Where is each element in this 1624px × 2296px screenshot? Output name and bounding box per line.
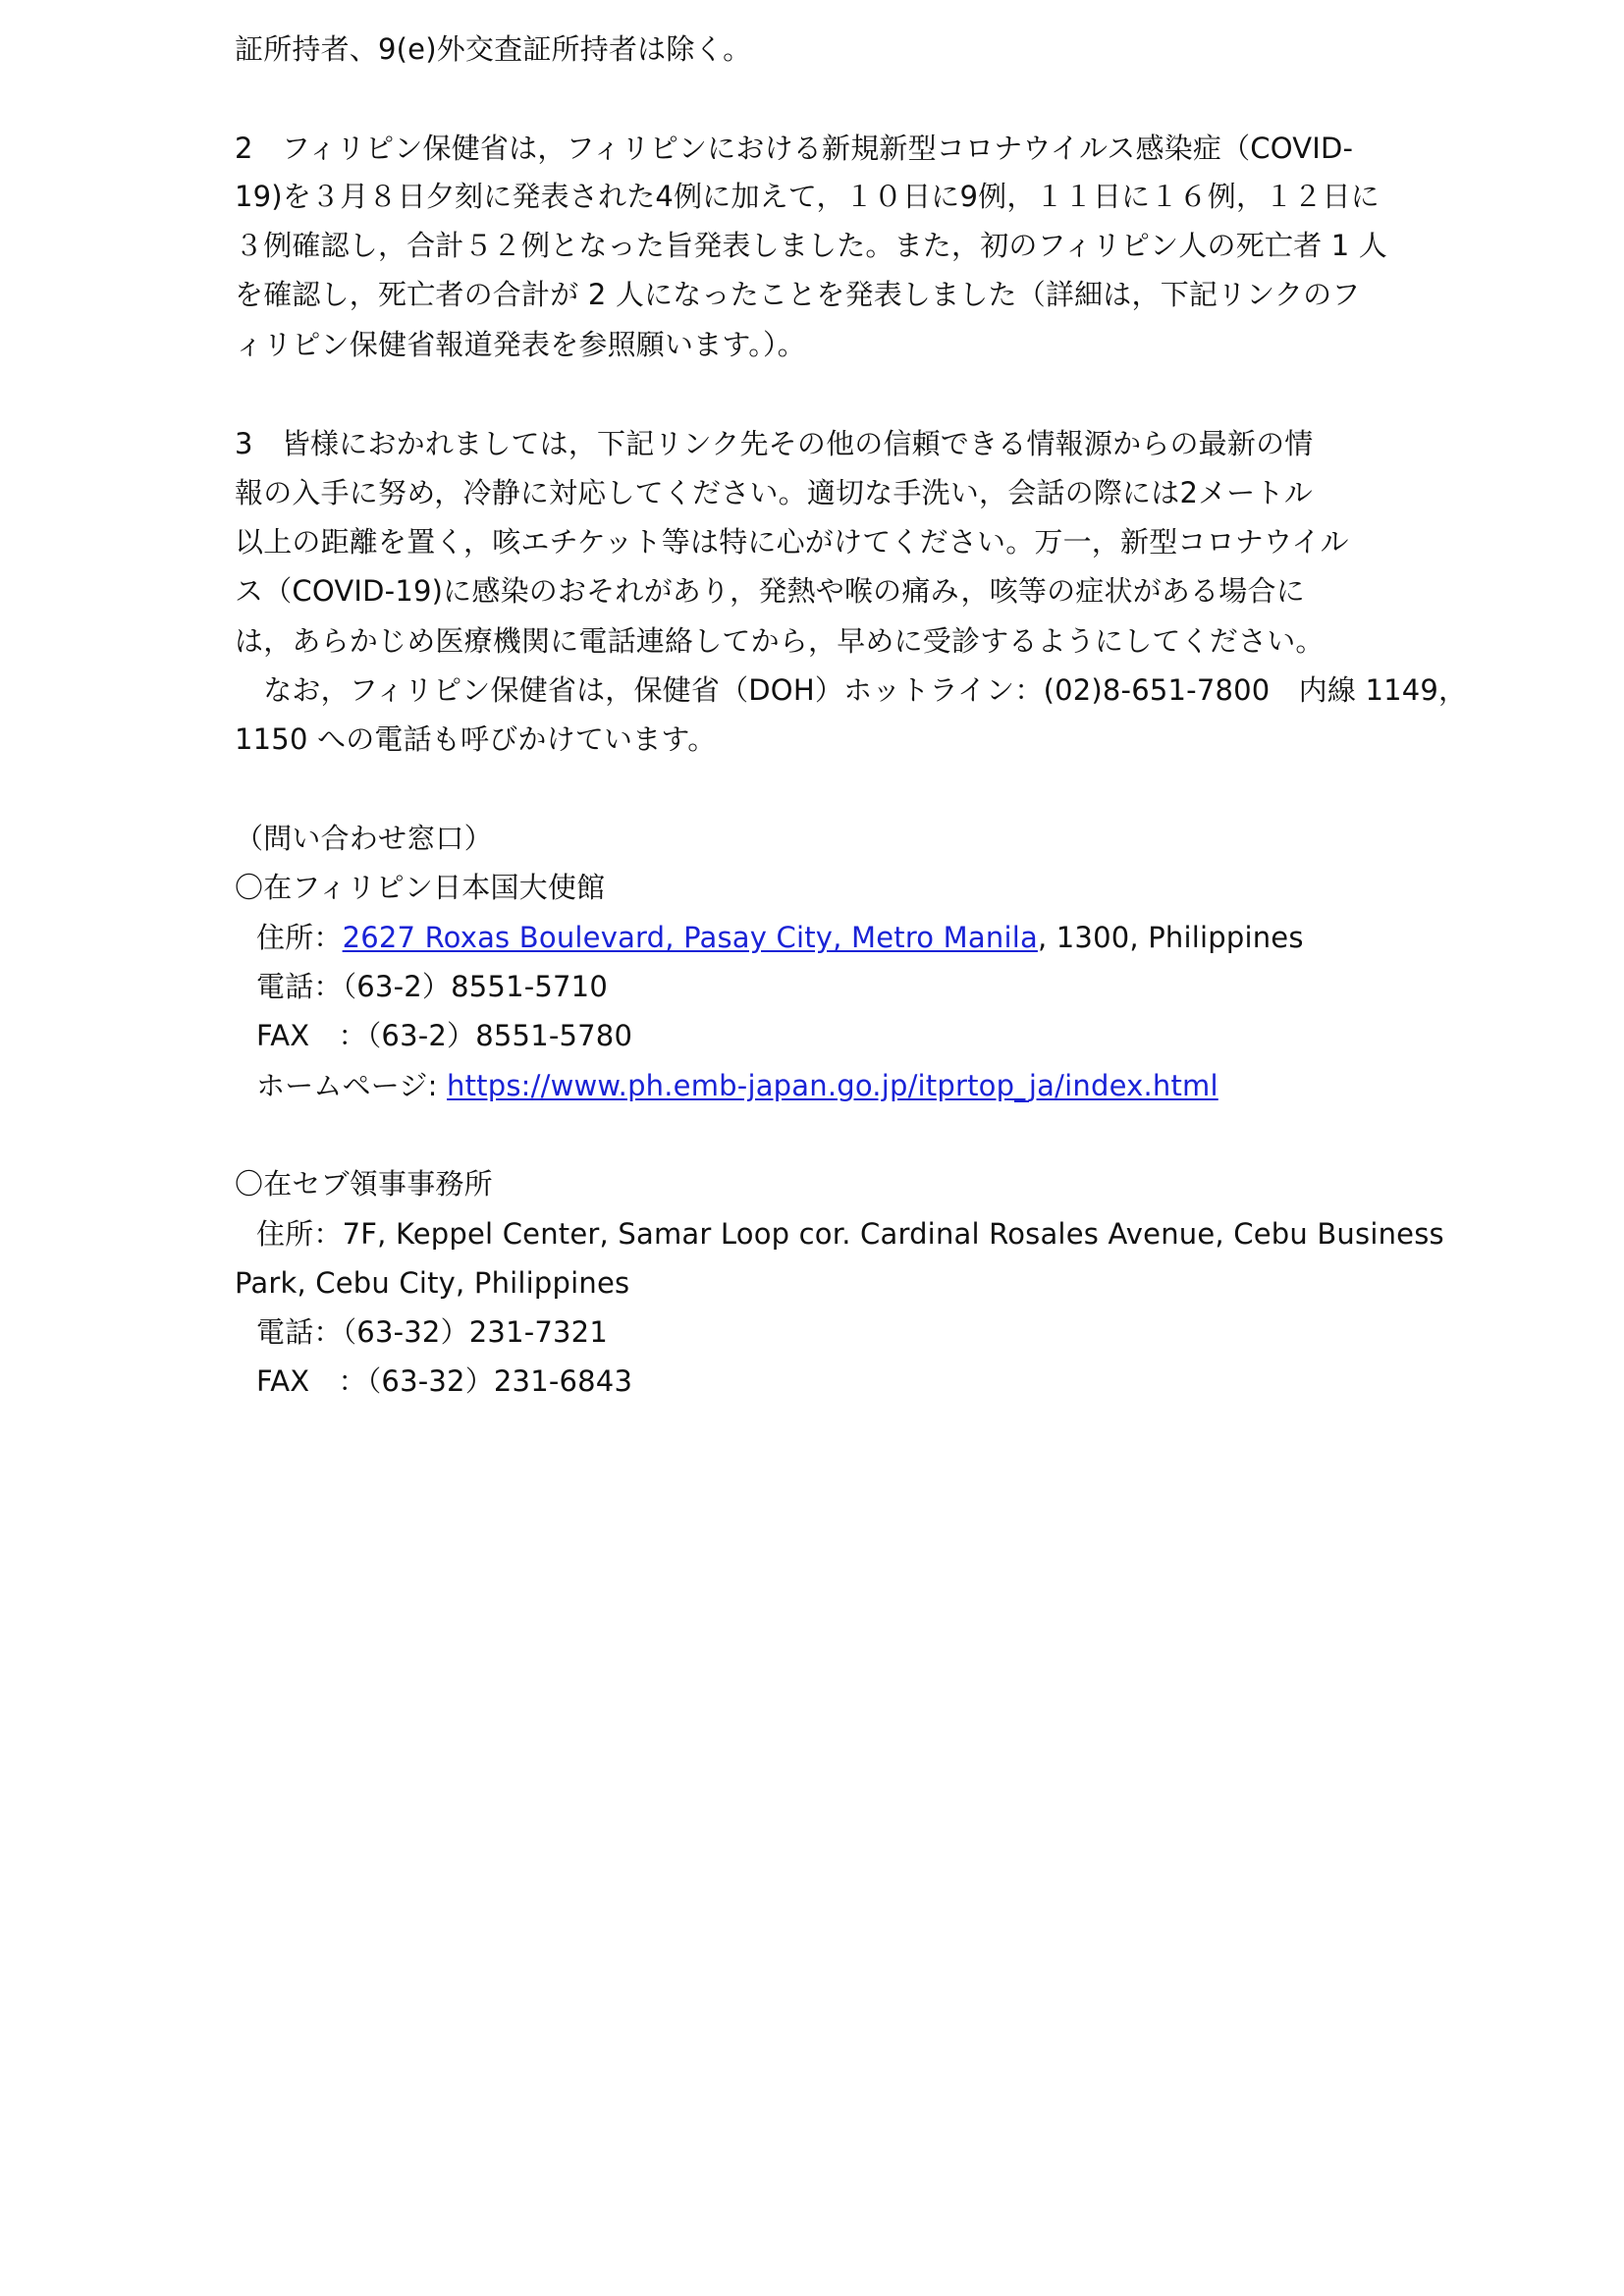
section-3-line-4: ス（COVID-19)に感染のおそれがあり，発熱や喉の痛み，咳等の症状がある場合に	[235, 574, 1305, 608]
section-2-line-3: ３例確認し，合計５２例となった旨発表しました。また，初のフィリピン人の死亡者 1 人	[235, 229, 1387, 262]
embassy-address-link[interactable]: 2627 Roxas Boulevard, Pasay City, Metro Manila	[342, 921, 1038, 954]
section-2-line-4: を確認し，死亡者の合計が 2 人になったことを発表しました（詳細は，下記リンクのフ	[235, 278, 1361, 311]
embassy-homepage-link[interactable]: https://www.ph.emb-japan.go.jp/itprtop_ja/index.html	[447, 1069, 1218, 1102]
cebu-phone: 電話：（63-32）231-7321	[256, 1315, 608, 1349]
cebu-address-line-2: Park, Cebu City, Philippines	[235, 1266, 630, 1300]
continuation-line: 証所持者、9(e)外交査証所持者は除く。	[235, 32, 752, 66]
embassy-address	[256, 918, 1304, 957]
section-3-line-7: 1150 への電話も呼びかけています。	[235, 722, 717, 756]
embassy-address-label: 住所：	[256, 921, 343, 954]
embassy-homepage	[256, 1066, 1218, 1105]
embassy-homepage-label: ホームページ:	[256, 1069, 448, 1102]
contact-heading: （問い合わせ窓口）	[235, 822, 493, 855]
embassy-address-rest: , 1300, Philippines	[1037, 921, 1304, 954]
section-3-line-3: 以上の距離を置く，咳エチケット等は特に心がけてください。万一，新型コロナウイル	[235, 525, 1349, 559]
cebu-address-line-1: 住所：7F, Keppel Center, Samar Loop cor. Cardinal Rosales Avenue, Cebu Business	[256, 1217, 1444, 1251]
section-3-line-6: なお，フィリピン保健省は，保健省（DOH）ホットライン：(02)8-651-7800 内線 1149，	[235, 673, 1468, 707]
section-3-line-5: は，あらかじめ医療機関に電話連絡してから，早めに受診するようにしてください。	[235, 624, 1325, 658]
section-2-line-1: 2 フィリピン保健省は，フィリピンにおける新規新型コロナウイルス感染症（COVID-	[235, 132, 1354, 165]
section-3-line-2: 報の入手に努め，冷静に対応してください。適切な手洗い，会話の際には2メートル	[235, 476, 1313, 509]
cebu-fax: FAX ：（63-32）231-6843	[256, 1364, 633, 1398]
cebu-title: 〇在セブ領事事務所	[235, 1167, 493, 1201]
section-2-line-5: ィリピン保健省報道発表を参照願います。）。	[235, 328, 806, 361]
section-3-line-1: 3 皆様におかれましては，下記リンク先その他の信頼できる情報源からの最新の情	[235, 427, 1314, 460]
embassy-fax: FAX ：（63-2）8551-5780	[256, 1019, 633, 1052]
embassy-title: 〇在フィリピン日本国大使館	[235, 871, 606, 904]
embassy-phone: 電話：（63-2）8551-5710	[256, 970, 608, 1003]
section-2-line-2: 19)を３月８日夕刻に発表された4例に加えて，１０日に9例，１１日に１６例，１２日に	[235, 180, 1380, 213]
